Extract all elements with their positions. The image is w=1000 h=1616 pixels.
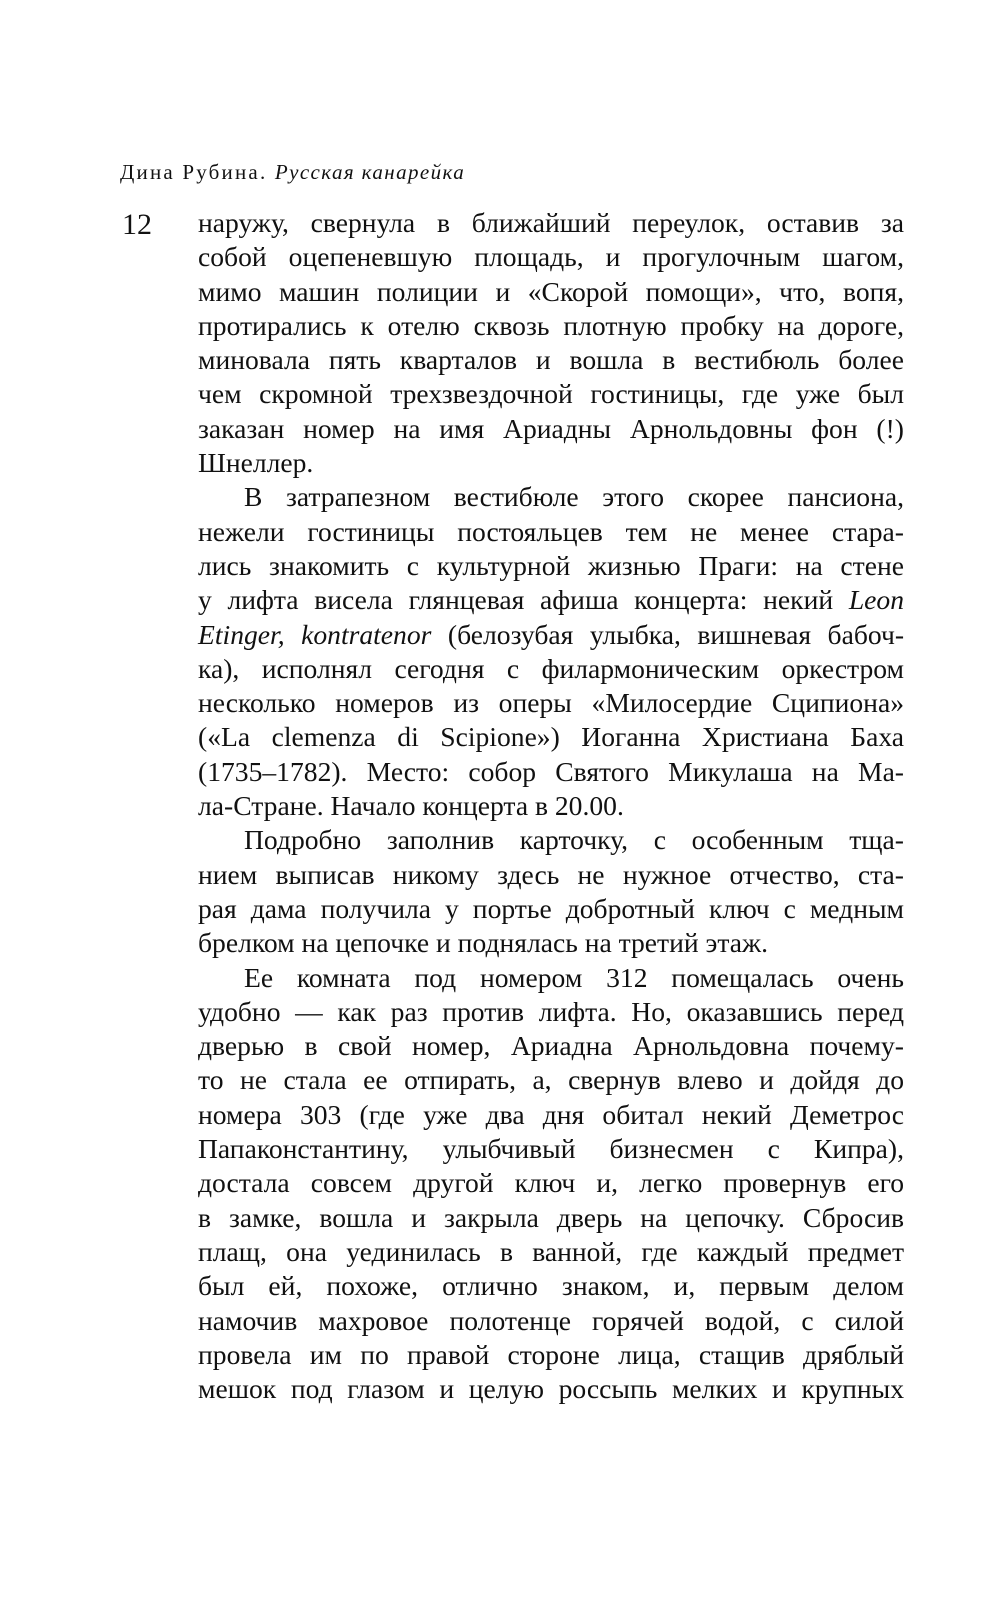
text-line: плащ, она уединилась в ванной, где каждый предмет: [198, 1235, 904, 1267]
text-line: достала совсем другой ключ и, легко провернув его: [198, 1167, 904, 1199]
running-head-author: Дина Рубина.: [120, 160, 268, 184]
text-line: нием выписав никому здесь не нужное отчество, ста-: [198, 858, 904, 890]
text-line: Подробно заполнив карточку, с особенным тща-: [244, 824, 904, 856]
text-line: (1735–1782). Место: собор Святого Микулаша на Ма-: [198, 755, 904, 787]
text-line: («La clemenza di Scipione») Иоганна Христиана Баха: [198, 721, 904, 753]
page-number: 12: [122, 208, 152, 241]
text-line: наружу, свернула в ближайший переулок, оставив за: [198, 207, 904, 238]
text-line: несколько номеров из оперы «Милосердие Сципиона»: [198, 687, 904, 719]
text-line: в замке, вошла и закрыла дверь на цепочку. Сбросив: [198, 1201, 904, 1233]
text-line: мешок под глазом и целую россыпь мелких и крупных: [198, 1373, 904, 1405]
text-line: дверью в свой номер, Ариадна Арнольдовна почему-: [198, 1030, 904, 1062]
text-line: намочив махровое полотенце горячей водой, с силой: [198, 1304, 904, 1336]
text-line: Шнеллер.: [198, 447, 314, 479]
text-line: провела им по правой стороне лица, стащив дряблый: [198, 1338, 904, 1370]
text-line: номера 303 (где уже два дня обитал некий Деметрос: [198, 1098, 904, 1130]
text-line: ла-Стране. Начало концерта в 20.00.: [198, 790, 624, 822]
body-text: [198, 206, 904, 1406]
text-segment: у лифта висела глянцевая афиша концерта: некий: [198, 584, 834, 616]
text-line: миновала пять кварталов и вошла в вестибюль более: [198, 344, 904, 376]
text-line: то не стала ее отпирать, а, свернув влево и дойдя до: [198, 1064, 904, 1096]
text-line: лись знакомить с культурной жизнью Праги: на стене: [198, 549, 904, 581]
text-line: брелком на цепочке и поднялась на третий этаж.: [198, 927, 768, 959]
text-line: нежели гостиницы постояльцев тем не менее стара-: [198, 515, 904, 547]
italic-text: Etinger, kontratenor: [198, 618, 432, 650]
text-line: протирались к отелю сквозь плотную пробку на дороге,: [198, 309, 904, 341]
text-segment: (белозубая улыбка, вишневая бабоч-: [447, 618, 905, 650]
running-head: [120, 160, 465, 185]
text-line: заказан номер на имя Ариадны Арнольдовны фон (!): [198, 412, 904, 444]
text-line: рая дама получила у портье добротный ключ с медным: [198, 892, 904, 924]
text-line: В затрапезном вестибюле этого скорее пансиона,: [244, 481, 904, 513]
text-line: [198, 583, 904, 617]
text-line: собой оцепеневшую площадь, и прогулочным шагом,: [198, 241, 904, 273]
text-line: мимо машин полиции и «Скорой помощи», что, вопя,: [198, 275, 904, 307]
text-line: Ее комната под номером 312 помещалась очень: [244, 961, 904, 993]
text-line: ка), исполнял сегодня с филармоническим оркестром: [198, 652, 904, 684]
text-line: [198, 618, 904, 652]
text-line: Папаконстантину, улыбчивый бизнесмен с Кипра),: [198, 1133, 904, 1165]
text-line: чем скромной трехзвездочной гостиницы, где уже был: [198, 378, 904, 410]
text-line: был ей, похоже, отлично знаком, и, первым делом: [198, 1270, 904, 1302]
italic-text: Leon: [848, 584, 904, 616]
text-line: удобно — как раз против лифта. Но, оказавшись перед: [198, 995, 904, 1027]
running-head-title: Русская канарейка: [274, 160, 466, 184]
